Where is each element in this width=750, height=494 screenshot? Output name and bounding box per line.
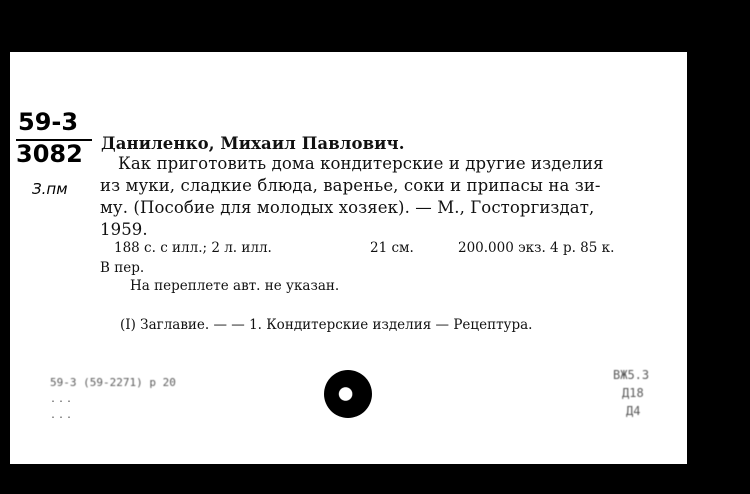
title-line: му. (Пособие для молодых хозяек). — М., Госторгиздат, — [100, 198, 595, 217]
classification-code: Д18 — [622, 386, 644, 400]
call-number-line2: 3082 — [16, 140, 83, 168]
physical-print-run: 200.000 экз. 4 р. 85 к. — [458, 240, 615, 256]
physical-size: 21 см. — [370, 240, 414, 256]
author-heading: Даниленко, Михаил Павлович. — [101, 134, 405, 153]
stamp-noise: ... — [50, 410, 75, 421]
catalog-card — [10, 52, 687, 464]
stamp-noise: ... — [50, 394, 75, 405]
title-line: Как приготовить дома кондитерские и другие изделия — [118, 154, 604, 173]
title-line: из муки, сладкие блюда, варенье, соки и припасы на зи- — [100, 176, 601, 195]
title-line: 1959. — [100, 220, 148, 239]
subject-tracings: (I) Заглавие. — — 1. Кондитерские изделия — Рецептура. — [120, 317, 533, 333]
classification-code: ВЖ5.3 — [613, 368, 650, 382]
call-number-line1: 59-3 — [18, 108, 79, 136]
stamp-line-1: 59-3 (59-2271) р 20 — [50, 376, 176, 389]
punch-hole — [324, 370, 372, 418]
physical-pages: 188 с. с илл.; 2 л. илл. — [114, 240, 272, 256]
classification-code: Д4 — [626, 404, 641, 418]
margin-note: З.пм — [32, 180, 68, 198]
binding-note: В пер. — [100, 260, 145, 276]
cover-note: На переплете авт. не указан. — [130, 278, 340, 294]
